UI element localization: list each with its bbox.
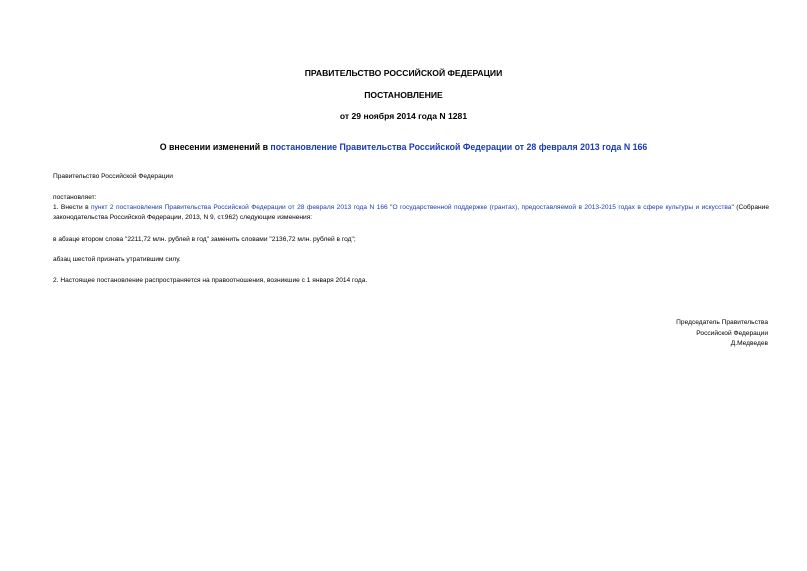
change-2-text: абзац шестой признать утратившим силу. xyxy=(53,256,181,263)
intro-text: Правительство Российской Федерации xyxy=(53,173,173,180)
item-2-text: 2. Настоящее постановление распространяется на правоотношения, возникшие с 1 января 2014 года. xyxy=(53,277,368,284)
signature-line-2: Российской Федерации xyxy=(696,329,768,337)
document-title xyxy=(0,142,807,152)
item-1-text-c: " (Собрание законодательства Российской Федерации, 2013, N 9, ст.962) следующие изменения: xyxy=(53,204,769,221)
item-1-text-a: 1. Внести в xyxy=(53,204,91,211)
title-link[interactable]: постановление Правительства Российской Федерации от 28 февраля 2013 года N 166 xyxy=(270,142,648,152)
date-number-heading: от 29 ноября 2014 года N 1281 xyxy=(339,111,468,121)
doc-type-heading: ПОСТАНОВЛЕНИЕ xyxy=(364,90,443,100)
title-prefix: О внесении изменений в xyxy=(159,142,271,152)
decrees-text: постановляет: xyxy=(53,194,97,201)
item-1-link-b[interactable]: О государственной поддержке (грантах), предоставляемой в 2013-2015 годах в сфере культуры и искусства xyxy=(392,204,732,211)
government-heading: ПРАВИТЕЛЬСТВО РОССИЙСКОЙ ФЕДЕРАЦИИ xyxy=(304,68,503,78)
change-1-text: в абзаце втором слова "2211,72 млн. рублей в год" заменить словами "2136,72 млн. рублей в год"; xyxy=(53,236,356,243)
signature-line-1: Председатель Правительства xyxy=(676,319,768,326)
item-1-link-a[interactable]: пункт 2 постановления Правительства Российской Федерации от 28 февраля 2013 года N 166 xyxy=(91,204,388,211)
item-1-text-b: " xyxy=(387,204,393,211)
signature-block xyxy=(676,318,768,350)
item-1-paragraph xyxy=(53,203,769,223)
signature-name: Д.Медведев xyxy=(730,340,768,347)
